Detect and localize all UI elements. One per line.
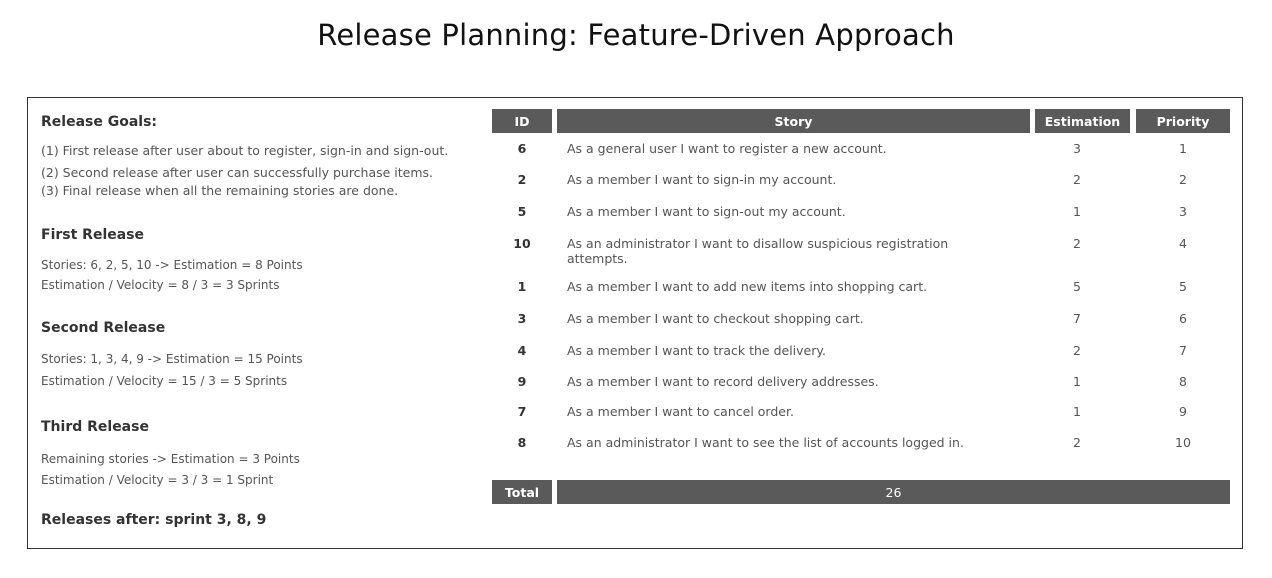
first-release-stories: Stories: 6, 2, 5, 10 -> Estimation = 8 Points (41, 258, 303, 272)
row-priority: 9 (1179, 404, 1187, 419)
row-story: As a member I want to checkout shopping cart. (567, 311, 864, 326)
table-row (492, 172, 1232, 200)
table-row (492, 204, 1232, 232)
row-story: As a member I want to sign-out my account. (567, 204, 846, 219)
third-release-stories: Remaining stories -> Estimation = 3 Points (41, 452, 300, 466)
row-story: As a member I want to track the delivery. (567, 343, 826, 358)
row-story: As an administrator I want to disallow suspicious registration attempts. (567, 236, 949, 266)
row-id: 1 (517, 279, 527, 294)
row-id: 5 (517, 204, 527, 219)
table-row (492, 279, 1232, 307)
row-estimation: 7 (1073, 311, 1081, 326)
row-estimation: 3 (1073, 141, 1081, 156)
row-priority: 1 (1179, 141, 1187, 156)
row-estimation: 1 (1073, 204, 1081, 219)
header-estimation: Estimation (1035, 109, 1130, 133)
second-release-sprints: Estimation / Velocity = 15 / 3 = 5 Sprints (41, 374, 288, 388)
row-story: As a member I want to add new items into shopping cart. (567, 279, 928, 294)
third-release-sprints: Estimation / Velocity = 3 / 3 = 1 Sprint (41, 473, 274, 487)
goal-item-3: (3) Final release when all the remaining stories are done. (41, 183, 399, 198)
row-priority: 6 (1179, 311, 1187, 326)
releases-after-note: Releases after: sprint 3, 8, 9 (41, 512, 267, 528)
second-release-heading: Second Release (41, 320, 166, 336)
header-story: Story (557, 109, 1030, 133)
row-estimation: 2 (1073, 236, 1081, 251)
row-estimation: 1 (1073, 374, 1081, 389)
row-estimation: 2 (1073, 435, 1081, 450)
row-estimation: 2 (1073, 343, 1081, 358)
table-row (492, 236, 1232, 264)
row-estimation: 5 (1073, 279, 1081, 294)
first-release-heading: First Release (41, 227, 145, 243)
header-id: ID (492, 109, 552, 133)
table-row (492, 435, 1232, 463)
table-row (492, 343, 1232, 371)
table-row (492, 141, 1232, 169)
row-id: 3 (517, 311, 527, 326)
header-priority: Priority (1136, 109, 1230, 133)
row-priority: 4 (1179, 236, 1187, 251)
total-label: Total (492, 480, 552, 504)
row-story: As a member I want to sign-in my account. (567, 172, 837, 187)
row-id: 4 (517, 343, 527, 358)
row-id: 7 (517, 404, 527, 419)
table-row (492, 374, 1232, 402)
row-priority: 3 (1179, 204, 1187, 219)
table-row (492, 404, 1232, 432)
goal-item-2: (2) Second release after user can successfully purchase items. (41, 165, 434, 180)
page-title: Release Planning: Feature-Driven Approach (317, 18, 955, 52)
row-id: 6 (517, 141, 527, 156)
goal-item-1: (1) First release after user about to register, sign-in and sign-out. (41, 143, 449, 158)
first-release-sprints: Estimation / Velocity = 8 / 3 = 3 Sprints (41, 278, 280, 292)
row-id: 9 (517, 374, 527, 389)
row-estimation: 2 (1073, 172, 1081, 187)
row-estimation: 1 (1073, 404, 1081, 419)
row-story: As a general user I want to register a new account. (567, 141, 887, 156)
table-row (492, 311, 1232, 339)
row-id: 2 (517, 172, 527, 187)
row-priority: 2 (1179, 172, 1187, 187)
third-release-heading: Third Release (41, 419, 149, 435)
row-priority: 10 (1175, 435, 1191, 450)
row-story: As a member I want to record delivery addresses. (567, 374, 879, 389)
row-story: As an administrator I want to see the list of accounts logged in. (567, 435, 964, 450)
total-value: 26 (557, 480, 1230, 504)
second-release-stories: Stories: 1, 3, 4, 9 -> Estimation = 15 Points (41, 352, 303, 366)
row-priority: 5 (1179, 279, 1187, 294)
row-priority: 8 (1179, 374, 1187, 389)
row-priority: 7 (1179, 343, 1187, 358)
release-goals-heading: Release Goals: (41, 114, 158, 130)
row-story: As a member I want to cancel order. (567, 404, 794, 419)
row-id: 10 (513, 236, 531, 251)
row-id: 8 (517, 435, 527, 450)
